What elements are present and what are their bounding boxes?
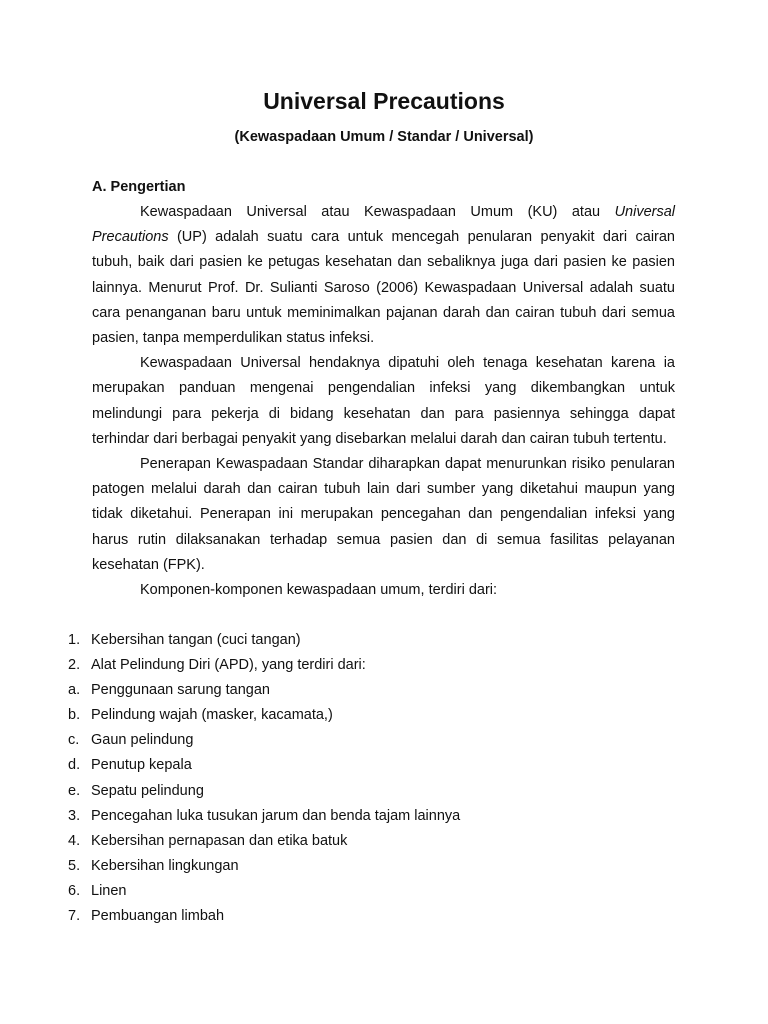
- list-item-text: Kebersihan lingkungan: [91, 857, 239, 874]
- list-marker: 7.: [68, 908, 81, 925]
- list-item: [68, 678, 688, 703]
- list-marker: 4.: [68, 832, 81, 849]
- list-item-text: Sepatu pelindung: [91, 782, 204, 799]
- list-item-text: Alat Pelindung Diri (APD), yang terdiri dari:: [91, 657, 366, 674]
- list-marker: e.: [68, 782, 81, 799]
- list-item: [68, 703, 688, 728]
- list-marker: 6.: [68, 882, 81, 899]
- list-marker: 5.: [68, 857, 81, 874]
- list-item-text: Linen: [91, 882, 127, 899]
- list-item: [68, 728, 688, 753]
- list-item-text: Penggunaan sarung tangan: [91, 682, 270, 699]
- list-item: [68, 904, 688, 929]
- list-item: [68, 779, 688, 804]
- document-title: Universal Precautions: [263, 88, 505, 114]
- paragraph-4: Komponen-komponen kewaspadaan umum, terdiri dari:: [140, 582, 498, 599]
- list-marker: 1.: [68, 632, 81, 648]
- list-marker: b.: [68, 707, 81, 724]
- list-marker: d.: [68, 757, 81, 774]
- list-item-text: Gaun pelindung: [91, 732, 194, 749]
- list-item-text: Pencegahan luka tusukan jarum dan benda tajam lainnya: [91, 807, 461, 824]
- list-item: [68, 804, 688, 829]
- list-marker: 3.: [68, 807, 81, 824]
- list-item-text: Pelindung wajah (masker, kacamata,): [91, 707, 333, 724]
- document-subtitle: (Kewaspadaan Umum / Standar / Universal): [234, 129, 534, 145]
- list-marker: 2.: [68, 657, 81, 674]
- list-item-text: Kebersihan pernapasan dan etika batuk: [91, 832, 348, 849]
- components-list: [68, 628, 688, 929]
- paragraph-1-part-1: Kewaspadaan Universal atau Kewaspadaan Umum (KU) atau: [140, 204, 615, 220]
- list-marker: a.: [68, 682, 81, 699]
- list-item: [68, 829, 688, 854]
- list-item-text: Pembuangan limbah: [91, 908, 225, 925]
- paragraph-1: [92, 200, 675, 351]
- paragraph-2: Kewaspadaan Universal hendaknya dipatuhi oleh tenaga kesehatan karena ia merupakan panduan mengenai pengendalian infeksi yang dikembangkan untuk melindungi para pekerja di bidang kesehatan dan para pasiennya sehingga dapat terhindar dari berbagai penyakit yang disebarkan melalui darah dan cairan tubuh tertentu.: [92, 355, 675, 447]
- list-item-text: Kebersihan tangan (cuci tangan): [91, 632, 301, 648]
- paragraph-3: Penerapan Kewaspadaan Standar diharapkan dapat menurunkan risiko penularan patogen melalui darah dan cairan tubuh lain dari sumber yang diketahui maupun yang tidak diketahui. Penerapan ini merupakan pencegahan dan pengendalian infeksi yang harus rutin dilaksanakan terhadap semua pasien dan di semua fasilitas pelayanan kesehatan (FPK).: [92, 456, 675, 573]
- paragraph-1-part-2: (UP) adalah suatu cara untuk mencegah penularan penyakit dari cairan tubuh, baik dari pasien ke petugas kesehatan dan sebaliknya juga dari pasien ke pasien lainnya. Menurut Prof. Dr. Sulianti Saroso (2006) Kewaspadaan Universal adalah suatu cara penanganan baru untuk meminimalkan pajanan darah dan cairan tubuh dari semua pasien, tanpa memperdulikan status infeksi.: [92, 229, 675, 347]
- list-item: [68, 628, 688, 653]
- paragraph-1-italic-term: Universal Precautions: [92, 204, 675, 246]
- list-item: [68, 854, 688, 879]
- list-item: [68, 879, 688, 904]
- section-heading: A. Pengertian: [92, 179, 186, 195]
- body-text: [92, 200, 675, 603]
- list-marker: c.: [68, 732, 80, 749]
- list-item: [68, 753, 688, 778]
- list-item: [68, 653, 688, 678]
- list-item-text: Penutup kepala: [91, 757, 192, 774]
